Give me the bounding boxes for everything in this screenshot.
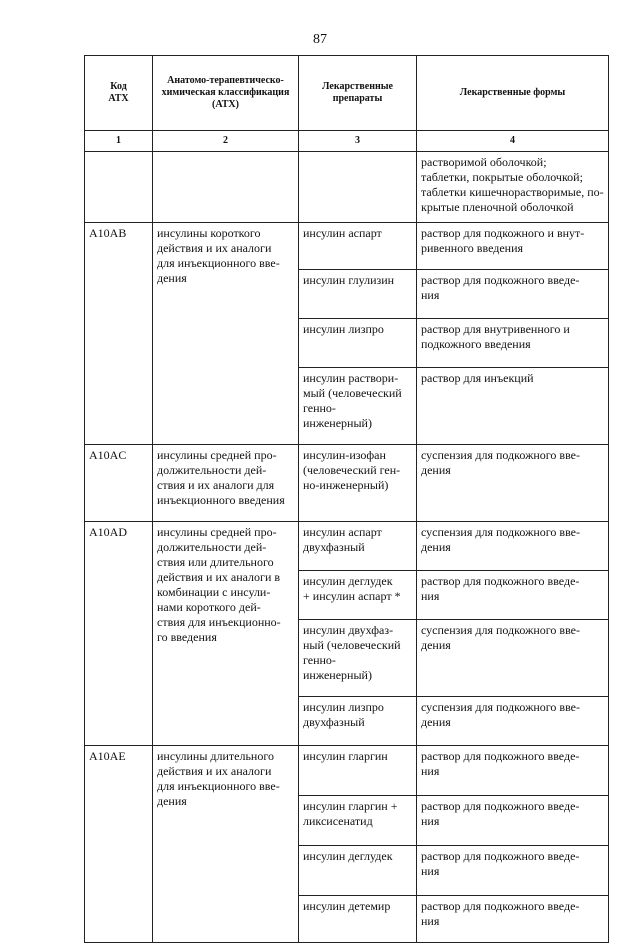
drug-cell: инсулин глулизин: [299, 270, 417, 319]
drug-cell: инсулин гларгин + ликсисенатид: [299, 796, 417, 846]
classification-cell: инсулины средней про- должительности дей- ствия или длительного действия и их аналоги в комбинации с инсули- нами короткого дей- ствия для инъекционно- го введения: [153, 522, 299, 746]
form-cell: раствор для подкожного введе- ния: [417, 796, 609, 846]
atx-code-cell: A10AD: [85, 522, 153, 746]
empty-cell: [299, 152, 417, 223]
table-row: [85, 746, 609, 796]
column-number: 4: [417, 131, 609, 152]
atx-code-cell: A10AB: [85, 223, 153, 445]
form-cell: суспензия для подкожного вве- дения: [417, 697, 609, 746]
classification-cell: инсулины средней про- должительности дей- ствия и их аналоги для инъекционного введения: [153, 445, 299, 522]
atx-table: [84, 55, 609, 943]
header-forms: Лекарственные формы: [417, 56, 609, 131]
empty-cell: [153, 152, 299, 223]
column-number-row: [85, 131, 609, 152]
drug-cell: инсулин лизпро: [299, 319, 417, 368]
classification-cell: инсулины короткого действия и их аналоги для инъекционного вве- дения: [153, 223, 299, 445]
form-cell: растворимой оболочкой; таблетки, покрытые оболочкой; таблетки кишечнорастворимые, по- крытые пленочной оболочкой: [417, 152, 609, 223]
form-cell: раствор для подкожного введе- ния: [417, 270, 609, 319]
atx-code-cell: A10AE: [85, 746, 153, 943]
form-cell: раствор для инъекций: [417, 368, 609, 445]
column-number: 3: [299, 131, 417, 152]
form-cell: суспензия для подкожного вве- дения: [417, 522, 609, 571]
continuation-row: [85, 152, 609, 223]
table-body: [85, 152, 609, 943]
form-cell: раствор для подкожного и внут- ривенного введения: [417, 223, 609, 270]
header-row: [85, 56, 609, 131]
table-row: [85, 223, 609, 270]
header-classification: Анатомо-терапевтическо- химическая классификация (АТХ): [153, 56, 299, 131]
header-drugs: Лекарственные препараты: [299, 56, 417, 131]
form-cell: раствор для подкожного введе- ния: [417, 896, 609, 943]
form-cell: раствор для внутривенного и подкожного введения: [417, 319, 609, 368]
drug-cell: инсулин аспарт: [299, 223, 417, 270]
table-row: [85, 445, 609, 522]
empty-cell: [85, 152, 153, 223]
drug-cell: инсулин детемир: [299, 896, 417, 943]
header-code: Код АТХ: [85, 56, 153, 131]
form-cell: раствор для подкожного введе- ния: [417, 746, 609, 796]
drug-cell: инсулин лизпро двухфазный: [299, 697, 417, 746]
form-cell: суспензия для подкожного вве- дения: [417, 445, 609, 522]
drug-cell: инсулин двухфаз- ный (человеческий генно- инженерный): [299, 620, 417, 697]
classification-cell: инсулины длительного действия и их аналоги для инъекционного вве- дения: [153, 746, 299, 943]
column-number: 2: [153, 131, 299, 152]
table-row: [85, 522, 609, 571]
drug-cell: инсулин гларгин: [299, 746, 417, 796]
drug-cell: инсулин-изофан (человеческий ген- но-инженерный): [299, 445, 417, 522]
drug-cell: инсулин раствори- мый (человеческий генно- инженерный): [299, 368, 417, 445]
column-number: 1: [85, 131, 153, 152]
page-number: 87: [313, 32, 327, 47]
drug-cell: инсулин деглудек: [299, 846, 417, 896]
form-cell: раствор для подкожного введе- ния: [417, 571, 609, 620]
form-cell: раствор для подкожного введе- ния: [417, 846, 609, 896]
drug-cell: инсулин деглудек + инсулин аспарт *: [299, 571, 417, 620]
form-cell: суспензия для подкожного вве- дения: [417, 620, 609, 697]
drug-cell: инсулин аспарт двухфазный: [299, 522, 417, 571]
atx-code-cell: A10AC: [85, 445, 153, 522]
